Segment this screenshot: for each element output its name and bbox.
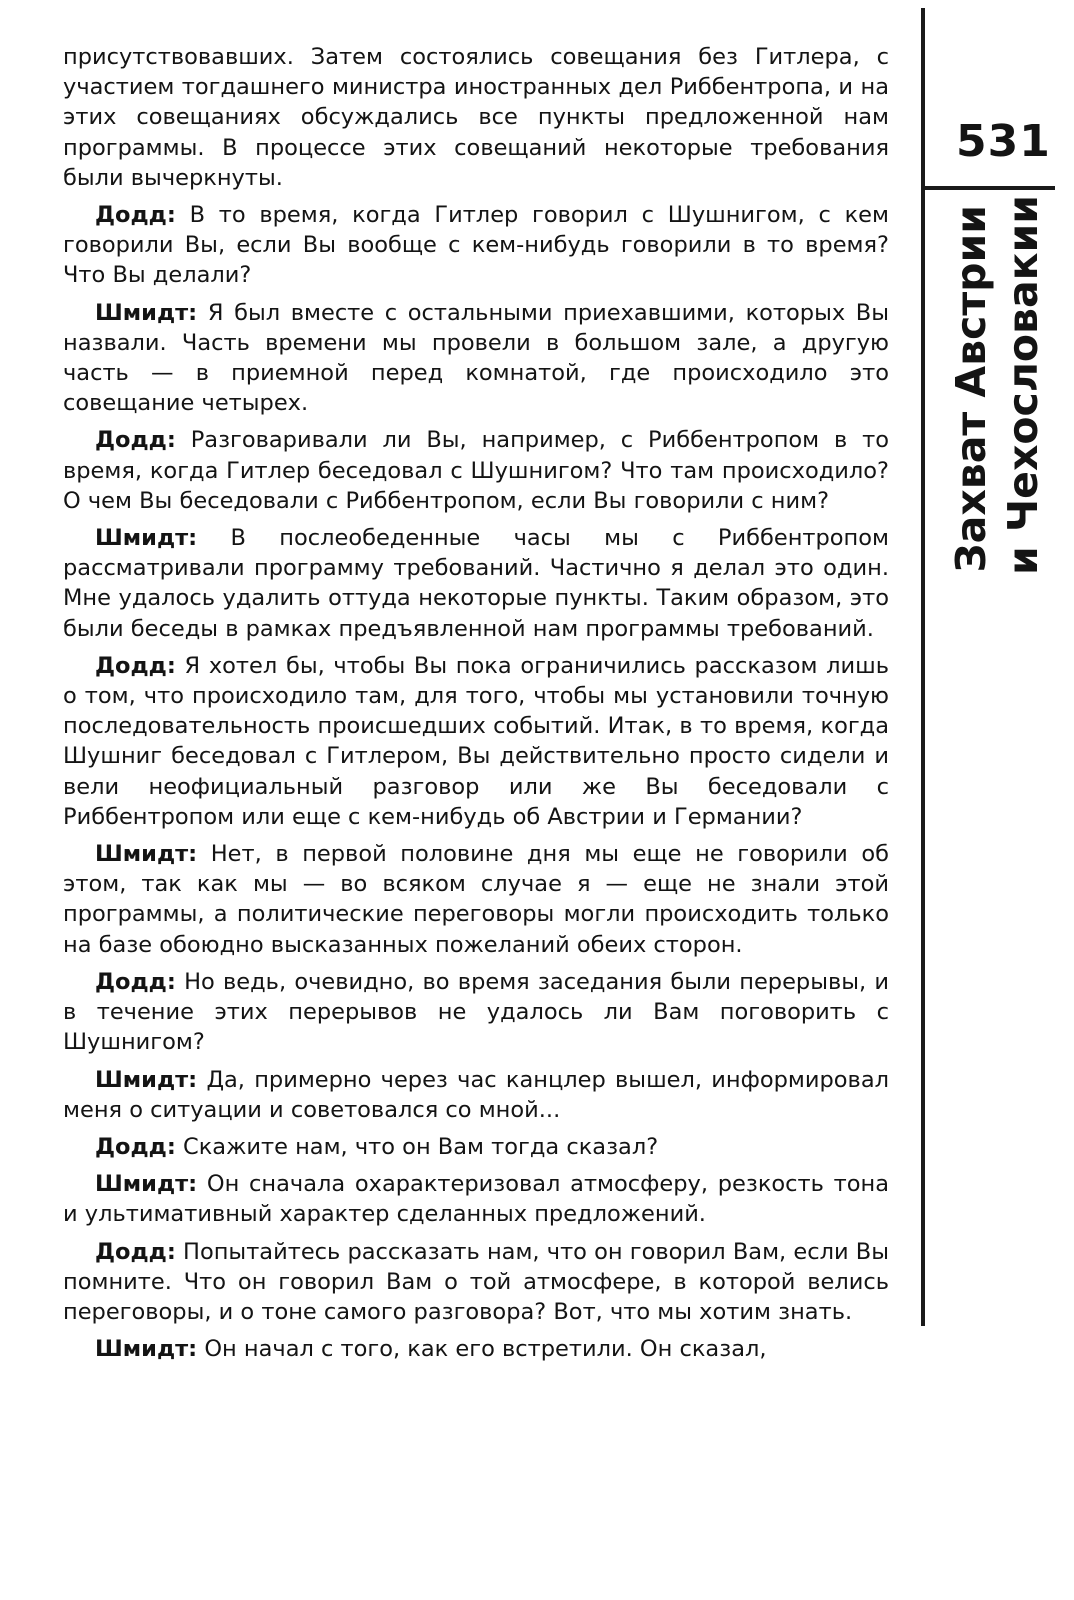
paragraph (63, 967, 889, 1058)
paragraph-text: В то время, когда Гитлер говорил с Шушнигом, с кем говорили Вы, если Вы вообще с кем-нибудь говорили в то время? Что Вы делали? (63, 202, 890, 289)
speaker-label: Шмидт: (95, 525, 198, 552)
speaker-label: Шмидт: (95, 841, 198, 868)
running-title-line-2: и Чехословакии (999, 195, 1047, 575)
paragraph (63, 200, 889, 291)
paragraph-text: присутствовавших. Затем состоялись совещания без Гитлера, с участием тогдашнего министра иностранных дел Риббентропа, и на этих совещаниях обсуждались все пункты предложенной нам программы. В процессе этих совещаний некоторые требования были вычеркнуты. (63, 44, 889, 191)
paragraph-text: Попытайтесь рассказать нам, что он говорил Вам, если Вы помните. Что он говорил Вам о той атмосфере, в которой велись переговоры, и о тоне самого разговора? Вот, что мы хотим знать. (63, 1238, 889, 1325)
speaker-label: Додд: (95, 652, 176, 679)
speaker-label: Додд: (95, 202, 176, 229)
paragraph (63, 1237, 889, 1328)
paragraph (63, 425, 889, 516)
paragraph (63, 42, 889, 193)
speaker-label: Додд: (95, 1238, 176, 1265)
margin-vertical-rule (921, 8, 925, 1326)
paragraph (63, 1169, 889, 1229)
paragraph (63, 651, 889, 832)
paragraph (63, 523, 889, 644)
paragraph (63, 1132, 889, 1162)
speaker-label: Шмидт: (95, 299, 198, 326)
paragraph-text: Он сначала охарактеризовал атмосферу, резкость тона и ультимативный характер сделанных предложений. (63, 1171, 890, 1228)
speaker-label: Додд: (95, 427, 176, 454)
paragraph (63, 1334, 889, 1364)
page-number-underline (925, 186, 1055, 190)
paragraph-text: Я был вместе с остальными приехавшими, которых Вы назвали. Часть времени мы провели в большом зале, а другую часть — в приемной перед комнатой, где происходило это совещание четырех. (63, 299, 889, 417)
transcript-text (63, 42, 889, 1371)
running-title-line-1: Захват Австрии (947, 205, 995, 573)
paragraph-text: Да, примерно через час канцлер вышел, информировал меня о ситуации и советовался со мной... (63, 1066, 889, 1123)
speaker-label: Шмидт: (95, 1066, 198, 1093)
running-title-rotated (945, 195, 1055, 575)
paragraph (63, 298, 889, 419)
paragraph-text: Разговаривали ли Вы, например, с Риббентропом в то время, когда Гитлер беседовал с Шушнигом? Что там происходило? О чем Вы беседовали с Риббентропом, если Вы говорили с ним? (63, 427, 889, 514)
paragraph-text: Нет, в первой половине дня мы еще не говорили об этом, так как мы — во всяком случае я — еще не знали этой программы, а политические переговоры могли происходить только на базе обоюдно высказанных пожеланий обеих сторон. (63, 841, 889, 958)
speaker-label: Шмидт: (95, 1336, 198, 1363)
paragraph-text: Но ведь, очевидно, во время заседания были перерывы, и в течение этих перерывов не удалось ли Вам поговорить с Шушнигом? (63, 968, 890, 1056)
speaker-label: Шмидт: (95, 1171, 198, 1198)
speaker-label: Додд: (95, 1133, 176, 1160)
paragraph (63, 839, 889, 960)
paragraph-text: Я хотел бы, чтобы Вы пока ограничились рассказом лишь о том, что происходило там, для того, чтобы мы установили точную последовательность происшедших событий. Итак, в то время, когда Шушниг беседовал с Гитлером, Вы действительно просто сидели и вели неофициальный разговор или же Вы беседовали с Риббентропом или еще с кем-нибудь об Австрии и Германии? (63, 652, 889, 830)
running-title (945, 195, 1055, 575)
paragraph-text: Он начал с того, как его встретили. Он сказал, (204, 1336, 767, 1363)
paragraph (63, 1065, 889, 1125)
page-number: 531 (956, 116, 1051, 167)
paragraph-text: Скажите нам, что он Вам тогда сказал? (183, 1133, 659, 1160)
speaker-label: Додд: (95, 968, 176, 995)
paragraph-text: В послеобеденные часы мы с Риббентропом рассматривали программу требований. Частично я делал это один. Мне удалось удалить оттуда некоторые пункты. Таким образом, это были беседы в рамках предъявленной нам программы требований. (63, 525, 890, 642)
